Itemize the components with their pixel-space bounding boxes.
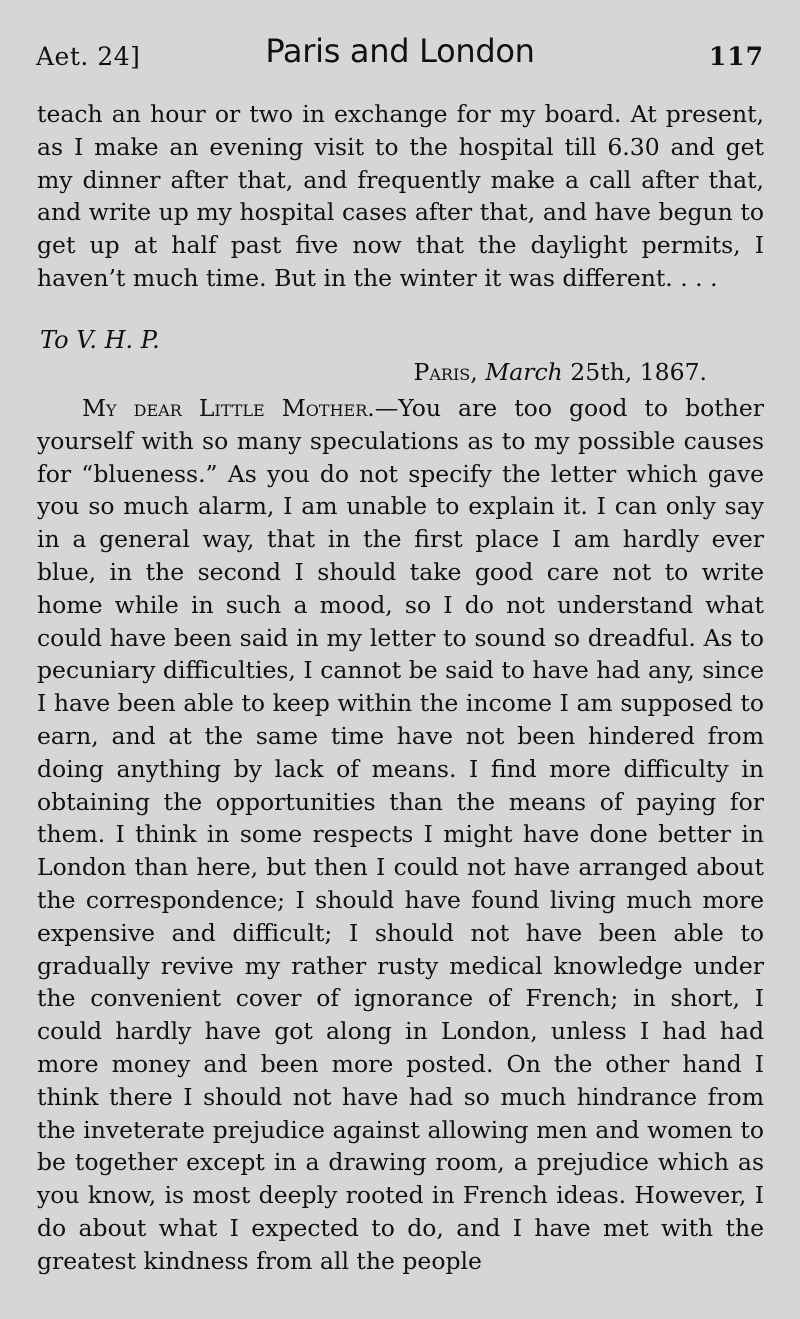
letter-dateline [414, 358, 707, 386]
letter-body-block [37, 392, 764, 1278]
header-title: Paris and London [265, 32, 535, 70]
header-age: Aet. 24] [36, 42, 141, 71]
letter-paragraph [37, 392, 764, 1278]
intro-paragraph: teach an hour or two in exchange for my board. At present, as I make an evening visit to the hospital till 6.30 and get my dinner after that, and frequently make a call after that, and write up my hospital cases after that, and have begun to get up at half past five now that the daylight permits, I haven’t much time. But in the winter it was different. . . . [37, 100, 764, 292]
dateline-month: March [485, 358, 563, 386]
dateline-day-year: 25th, 1867. [570, 358, 707, 386]
letter-salutation: My dear Little Mother. [82, 394, 375, 422]
letter-body: —You are too good to bother yourself with so many speculations as to my possible causes for “blueness.” As you do not specify the letter which gave you so much alarm, I am unable to explain it. I can only say in a general way, that in the first place I am hardly ever blue, in the second I should take good care not to write home while in such a mood, so I do not understand what could have been said in my letter to sound so dreadful. As to pecuniary difficulties, I cannot be said to have had any, since I have been able to keep within the income I am supposed to earn, and at the same time have not been hindered from doing anything by lack of means. I find more difficulty in obtaining the opportunities than the means of paying for them. I think in some respects I might have done better in London than here, but then I could not have arranged about the correspondence; I should have found living much more expensive and difficult; I should not have been able to gradually revive my rather rusty medical knowledge under the convenient cover of ignorance of French; in short, I could hardly have got along in London, unless I had had more money and been more posted. On the other hand I think there I should not have had so much hindrance from the inveterate prejudice against allowing men and women to be together except in a drawing room, a prejudice which as you know, is most deeply rooted in French ideas. However, I do about what I expected to do, and I have met with the greatest kindness from all the people [37, 394, 764, 1275]
letter-addressee: To V. H. P. [40, 326, 160, 354]
dateline-place: Paris, [413, 358, 478, 386]
intro-paragraph-block [37, 98, 764, 295]
page-number: 117 [708, 42, 764, 71]
running-header [36, 30, 764, 78]
